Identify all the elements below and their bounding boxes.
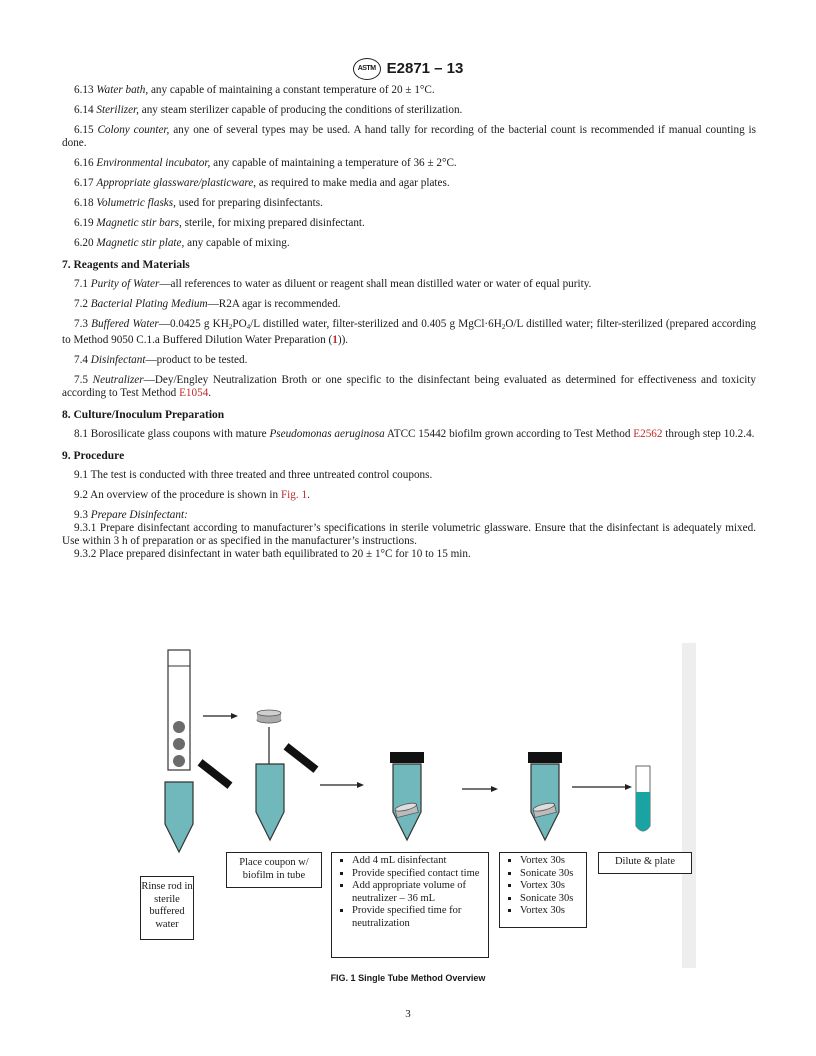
tube-cap-icon: [198, 759, 233, 789]
designation: E2871 – 13: [386, 59, 464, 77]
step-box-place-coupon: Place coupon w/ biofilm in tube: [226, 852, 322, 888]
figure-caption: FIG. 1 Single Tube Method Overview: [330, 973, 486, 983]
para-6-item: 6.14 Sterilizer, any steam sterilizer capable of producing the conditions of sterilization.: [74, 104, 463, 116]
para-7-2: 7.2 Bacterial Plating Medium—R2A agar is recommended.: [74, 298, 341, 310]
step-item: ▪ Provide specified contact time: [352, 868, 488, 881]
para-7-1: 7.1 Purity of Water—all references to water as diluent or reagent shall mean distilled water or water of equal purity.: [74, 278, 592, 290]
step-item: ▪ Sonicate 30s: [520, 868, 586, 881]
capped-tube-with-coupon-icon: [390, 752, 424, 840]
step-item: ▪ Sonicate 30s: [520, 893, 586, 906]
e2562-link[interactable]: E2562: [633, 428, 663, 440]
conical-tube-icon: [256, 764, 284, 840]
rinse-rod-icon: [168, 650, 190, 770]
sonication-steps-list: [500, 855, 586, 918]
page-number: 3: [405, 1008, 411, 1020]
para-6-item: 6.16 Environmental incubator, any capable of maintaining a temperature of 36 ± 2°C.: [74, 157, 457, 169]
para-6-item: 6.18 Volumetric flasks, used for preparing disinfectants.: [74, 197, 323, 209]
step-item: ▪ Vortex 30s: [520, 855, 586, 868]
fig-1-link[interactable]: Fig. 1: [280, 489, 308, 501]
para-8-1: 8.1 Borosilicate glass coupons with mature Pseudomonas aeruginosa ATCC 15442 biofilm grown according to Test Method E2562 through step 10.2.4.: [74, 428, 755, 440]
step-item: ▪ Provide specified time for neutralization: [352, 905, 488, 930]
step-item: ▪ Add appropriate volume of neutralizer – 36 mL: [352, 880, 488, 905]
step-item: ▪ Add 4 mL disinfectant: [352, 855, 488, 868]
capped-tube-with-coupon-icon: [528, 752, 562, 840]
para-9-3-1: 9.3.1 Prepare disinfectant according to manufacturer’s specifications in sterile volumetric glassware. Ensure that the disinfectant is adequately mixed. Use within 3 h of preparation or as specified in the manufacturer’s instructions.: [62, 522, 756, 547]
step-box-sonication: [499, 852, 587, 928]
para-6-item: 6.15 Colony counter, any one of several types may be used. A hand tally for recording of the bacterial count is recommended if manual counting is done.: [62, 124, 757, 149]
section-8-heading: 8. Culture/Inoculum Preparation: [62, 409, 225, 421]
para-7-4: 7.4 Disinfectant—product to be tested.: [74, 354, 248, 366]
para-9-3-2: 9.3.2 Place prepared disinfectant in water bath equilibrated to 20 ± 1°C for 10 to 15 min.: [74, 548, 471, 560]
step-box-rinse: Rinse rod in sterile buffered water: [140, 876, 194, 940]
test-tube-icon: [636, 766, 650, 831]
para-9-3: 9.3 Prepare Disinfectant:: [74, 509, 188, 521]
tube-cap-icon: [284, 743, 319, 773]
section-9-heading: 9. Procedure: [62, 450, 125, 462]
para-9-1: 9.1 The test is conducted with three treated and three untreated control coupons.: [74, 469, 433, 481]
para-6-item: 6.13 Water bath, any capable of maintaining a constant temperature of 20 ± 1°C.: [74, 84, 435, 96]
section-7-heading: 7. Reagents and Materials: [62, 259, 190, 271]
para-6-item: 6.17 Appropriate glassware/plasticware, as required to make media and agar plates.: [74, 177, 450, 189]
para-9-2: 9.2 An overview of the procedure is shown in Fig. 1.: [74, 489, 310, 501]
step-box-dilute: Dilute & plate: [598, 852, 692, 874]
reference-link[interactable]: 1: [332, 334, 338, 346]
astm-logo-icon: ASTM: [353, 58, 381, 80]
treatment-steps-list: [332, 855, 488, 930]
para-7-5: 7.5 Neutralizer—Dey/Engley Neutralization Broth or one specific to the disinfectant being evaluated as determined for effectiveness and toxicity according to Test Method E1054.: [62, 374, 757, 399]
para-6-item: 6.20 Magnetic stir plate, any capable of mixing.: [74, 237, 290, 249]
para-6-item: 6.19 Magnetic stir bars, sterile, for mixing prepared disinfectant.: [74, 217, 365, 229]
para-7-3: 7.3 Buffered Water—0.0425 g $KH_2PO_4/L$ distilled water, filter-sterilized and 0.405 g $MgCl\cdot 6H_2O/L$ distilled water; filter-sterilized (prepared according to Method 9050 C.1.a Buffered Dilution Water Preparation (1)).: [62, 318, 757, 346]
step-item: ▪ Vortex 30s: [520, 905, 586, 918]
e1054-link[interactable]: E1054: [179, 387, 209, 399]
step-box-treatment: [331, 852, 489, 958]
step-item: ▪ Vortex 30s: [520, 880, 586, 893]
conical-tube-icon: [165, 782, 193, 852]
coupon-icon: [257, 710, 281, 723]
